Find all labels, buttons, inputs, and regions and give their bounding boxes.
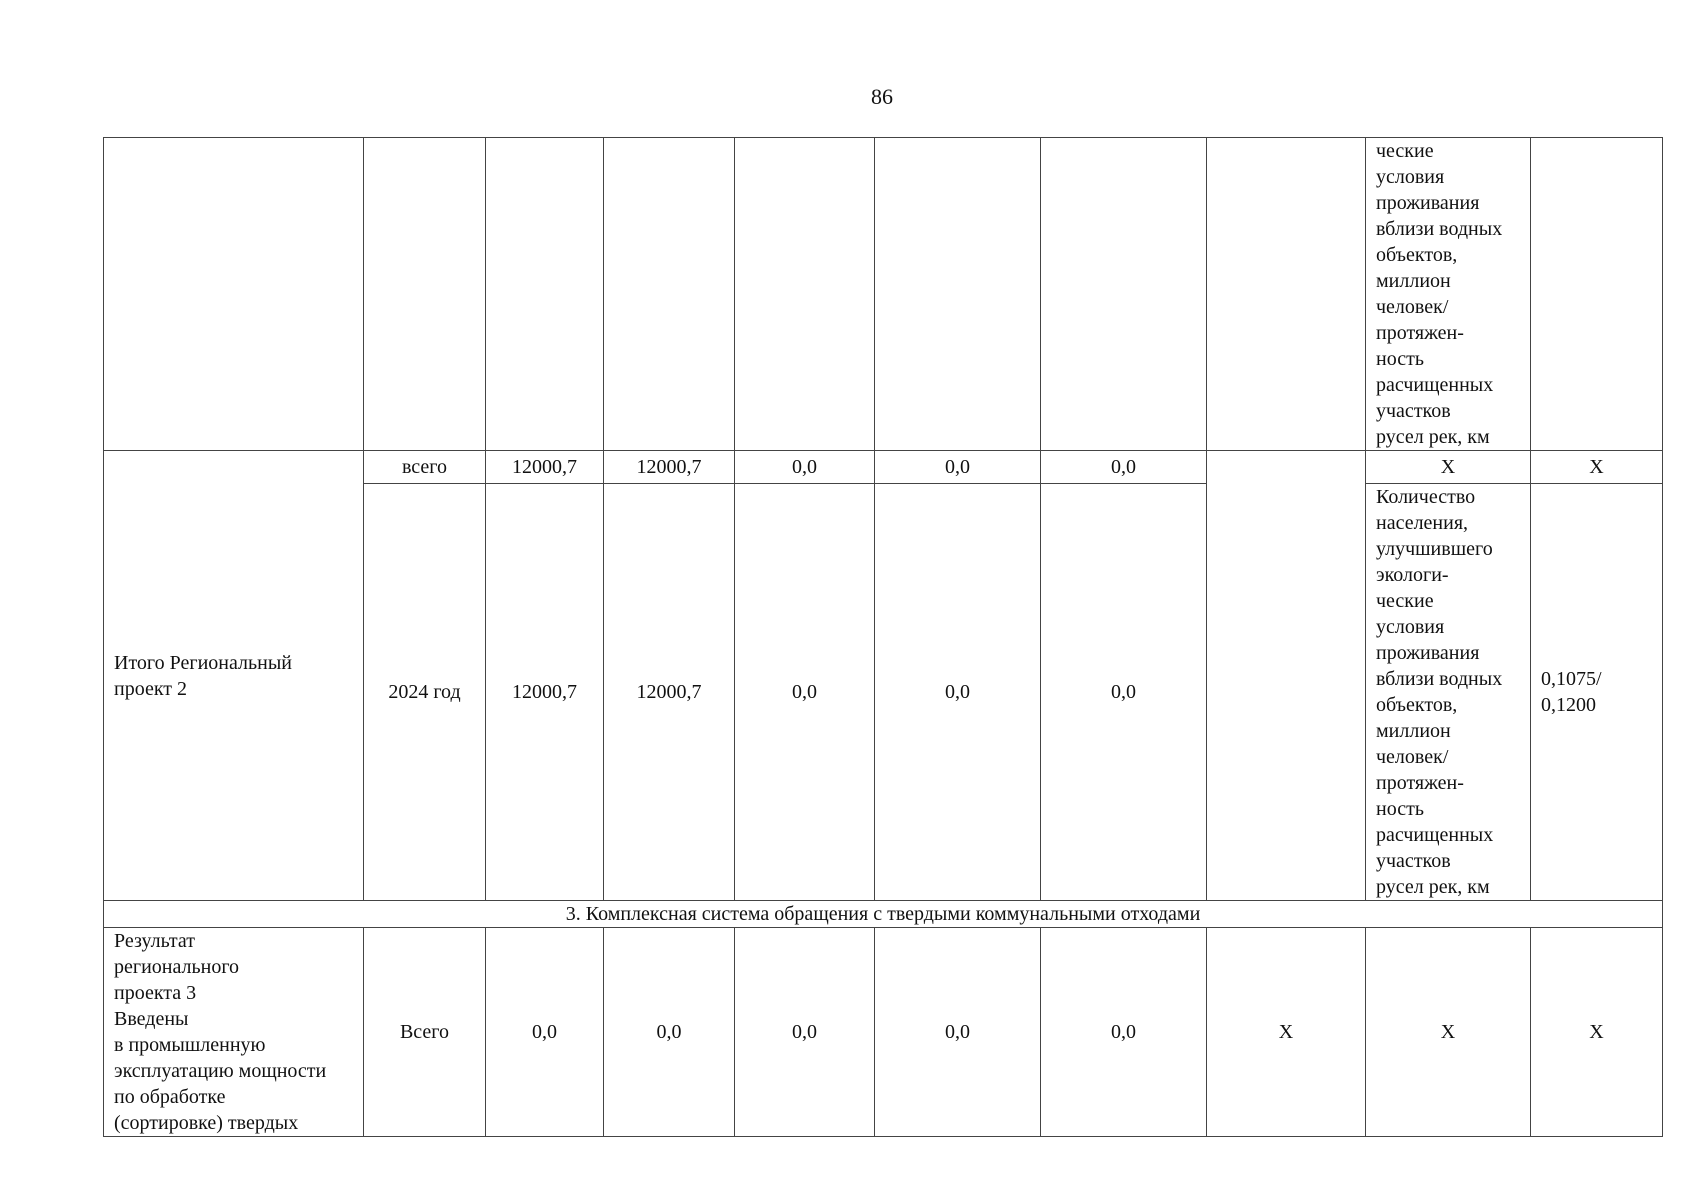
table-cell xyxy=(1041,138,1207,451)
value-cell: 0,0 xyxy=(1041,928,1207,1137)
row-label: Результат регионального проекта 3 Введены в промышленную эксплуатацию мощности по обработке (сортировке) твердых xyxy=(104,928,364,1137)
table-cell xyxy=(604,138,735,451)
indicator-cell: X xyxy=(1366,451,1531,484)
value-cell: 0,0 xyxy=(1041,451,1207,484)
table-cell xyxy=(1531,138,1663,451)
table-row xyxy=(104,138,1663,451)
value-cell: 12000,7 xyxy=(486,451,604,484)
table-cell xyxy=(1207,138,1366,451)
period-cell: всего xyxy=(364,451,486,484)
value-cell: 0,0 xyxy=(735,451,875,484)
table-cell xyxy=(364,138,486,451)
table-row xyxy=(104,928,1663,1137)
value-cell: 0,0 xyxy=(875,928,1041,1137)
value-cell: 0,0 xyxy=(875,451,1041,484)
value-cell: 12000,7 xyxy=(604,451,735,484)
value-cell: 0,0 xyxy=(1041,484,1207,901)
value-cell: 0,0 xyxy=(735,928,875,1137)
table-row xyxy=(104,451,1663,484)
value-cell: 0,0 xyxy=(875,484,1041,901)
budget-table xyxy=(103,137,1663,1137)
target-value-cell: X xyxy=(1531,451,1663,484)
indicator-cell: ческие условия проживания вблизи водных объектов, миллион человек/ протяжен- ность расчищенных участков русел рек, км xyxy=(1366,138,1531,451)
value-cell: 0,0 xyxy=(735,484,875,901)
target-value-cell: 0,1075/ 0,1200 xyxy=(1531,484,1663,901)
value-cell: 12000,7 xyxy=(604,484,735,901)
section-title: 3. Комплексная система обращения с твердыми коммунальными отходами xyxy=(104,901,1663,928)
table-cell xyxy=(104,138,364,451)
indicator-cell: Количество населения, улучшившего экологи- ческие условия проживания вблизи водных объектов, миллион человек/ протяжен- ность расчищенных участков русел рек, км xyxy=(1366,484,1531,901)
table-cell xyxy=(735,138,875,451)
period-cell: 2024 год xyxy=(364,484,486,901)
row-label: Итого Региональный проект 2 xyxy=(104,451,364,901)
indicator-cell: X xyxy=(1366,928,1531,1137)
value-cell: 0,0 xyxy=(486,928,604,1137)
page-number: 86 xyxy=(871,84,893,109)
executor-cell xyxy=(1207,451,1366,901)
value-cell: 0,0 xyxy=(604,928,735,1137)
target-value-cell: X xyxy=(1531,928,1663,1137)
value-cell: 12000,7 xyxy=(486,484,604,901)
executor-cell: X xyxy=(1207,928,1366,1137)
table-cell xyxy=(486,138,604,451)
table-cell xyxy=(875,138,1041,451)
period-cell: Всего xyxy=(364,928,486,1137)
section-row xyxy=(104,901,1663,928)
